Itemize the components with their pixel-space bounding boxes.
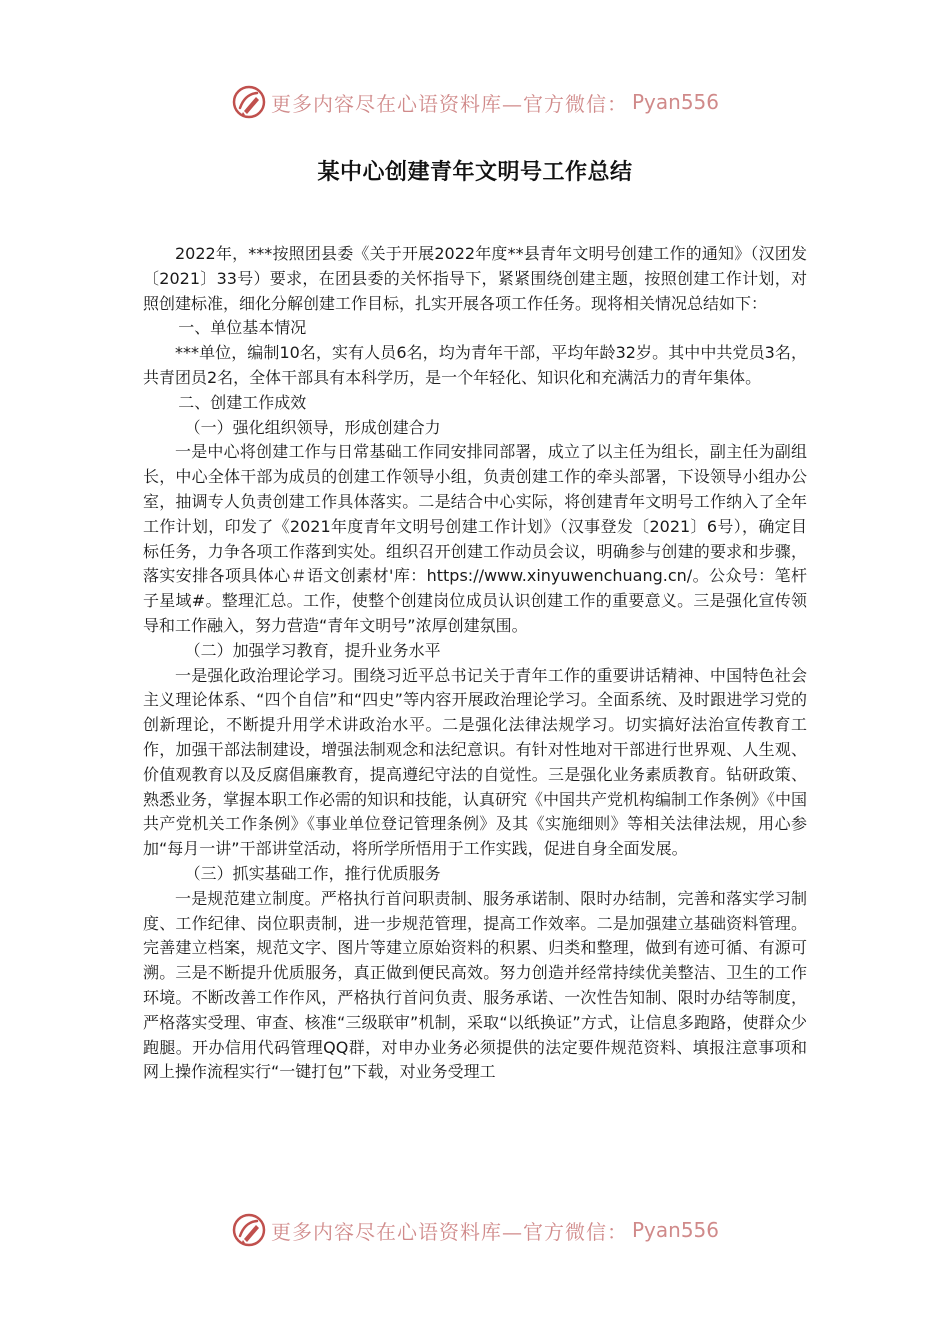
paragraph-organization: 一是中心将创建工作与日常基础工作同安排同部署，成立了以主任为组长，副主任为副组长，中心全体干部为成员的创建工作领导小组，负责创建工作的牵头部署，下设领导小组办公室，抽调专人负责创建工作具体落实。二是结合中心实际，将创建青年文明号工作纳入了全年工作计划，印发了《2021年度青年文明号创建工作计划》（汉事登发〔2021〕6号），确定目标任务，力争各项工作落到实处。组织召开创建工作动员会议，明确参与创建的要求和步骤，落实安排各项具体心＃语文创素材'库：https://www.xinyuwenchuang.cn/。公众号：笔杆子星域#。整理汇总。工作，使整个创建岗位成员认识创建工作的重要意义。三是强化宣传领导和工作融入，努力营造“青年文明号”浓厚创建氛围。 (143, 442, 807, 635)
pen-logo-icon (231, 1212, 267, 1248)
paragraph-study: 一是强化政治理论学习。围绕习近平总书记关于青年工作的重要讲话精神、中国特色社会主义理论体系、“四个自信”和“四史”等内容开展政治理论学习。全面系统、及时跟进学习党的创新理论，不断提升用学术讲政治水平。二是强化法律法规学习。切实搞好法治宣传教育工作，加强干部法制建设，增强法制观念和法纪意识。有针对性地对干部进行世界观、人生观、价值观教育以及反腐倡廉教育，提高遵纪守法的自觉性。三是强化业务素质教育。钻研政策、熟悉业务，掌握本职工作必需的知识和技能，认真研究《中国共产党机构编制工作条例》《中国共产党机关工作条例》《事业单位登记管理条例》及其《实施细则》等相关法律法规，用心参加“每月一讲”干部讲堂活动，将所学所悟用于工作实践，促进自身全面发展。 (143, 665, 808, 859)
footer-watermark-banner (0, 1210, 950, 1250)
banner-text: 更多内容尽在心语资料库—官方微信： (270, 1219, 628, 1244)
document-title: 某中心创建青年文明号工作总结 (317, 160, 633, 185)
banner-wechat-id: Pyan556 (631, 1218, 719, 1242)
document-body (143, 242, 807, 1085)
pen-logo-icon (231, 84, 267, 120)
header-watermark-banner (0, 82, 950, 122)
section-heading-2: 二、创建工作成效 (178, 392, 307, 412)
subsection-heading-1: （一）强化组织领导，形成创建合力 (184, 417, 441, 437)
banner-text: 更多内容尽在心语资料库—官方微信： (270, 91, 628, 116)
section-heading-1: 一、单位基本情况 (178, 318, 307, 338)
paragraph-unit-info: ***单位，编制10名，实有人员6名，均为青年干部，平均年龄32岁。其中中共党员3名，共青团员2名，全体干部具有本科学历，是一个年轻化、知识化和充满活力的青年集体。 (143, 343, 807, 387)
paragraph-service: 一是规范建立制度。严格执行首问职责制、服务承诺制、限时办结制，完善和落实学习制度、工作纪律、岗位职责制，进一步规范管理，提高工作效率。二是加强建立基础资料管理。完善建立档案，规范文字、图片等建立原始资料的积累、归类和整理，做到有迹可循、有源可溯。三是不断提升优质服务，真正做到便民高效。努力创造并经常持续优美整洁、卫生的工作环境。不断改善工作作风，严格执行首问负责、服务承诺、一次性告知制、限时办结等制度，严格落实受理、审查、核准“三级联审”机制，采取“以纸换证”方式，让信息多跑路，使群众少跑腿。开办信用代码管理QQ群，对申办业务必须提供的法定要件规范资料、填报注意事项和网上操作流程实行“一键打包”下载，对业务受理工 (143, 888, 807, 1082)
banner-wechat-id: Pyan556 (631, 90, 719, 114)
intro-paragraph: 2022年，***按照团县委《关于开展2022年度**县青年文明号创建工作的通知》（汉团发〔2021〕33号）要求，在团县委的关怀指导下，紧紧围绕创建主题，按照创建工作计划，对照创建标准，细化分解创建工作目标，扎实开展各项工作任务。现将相关情况总结如下： (143, 244, 807, 313)
subsection-heading-3: （三）抓实基础工作，推行优质服务 (184, 863, 441, 883)
subsection-heading-2: （二）加强学习教育，提升业务水平 (184, 640, 441, 660)
